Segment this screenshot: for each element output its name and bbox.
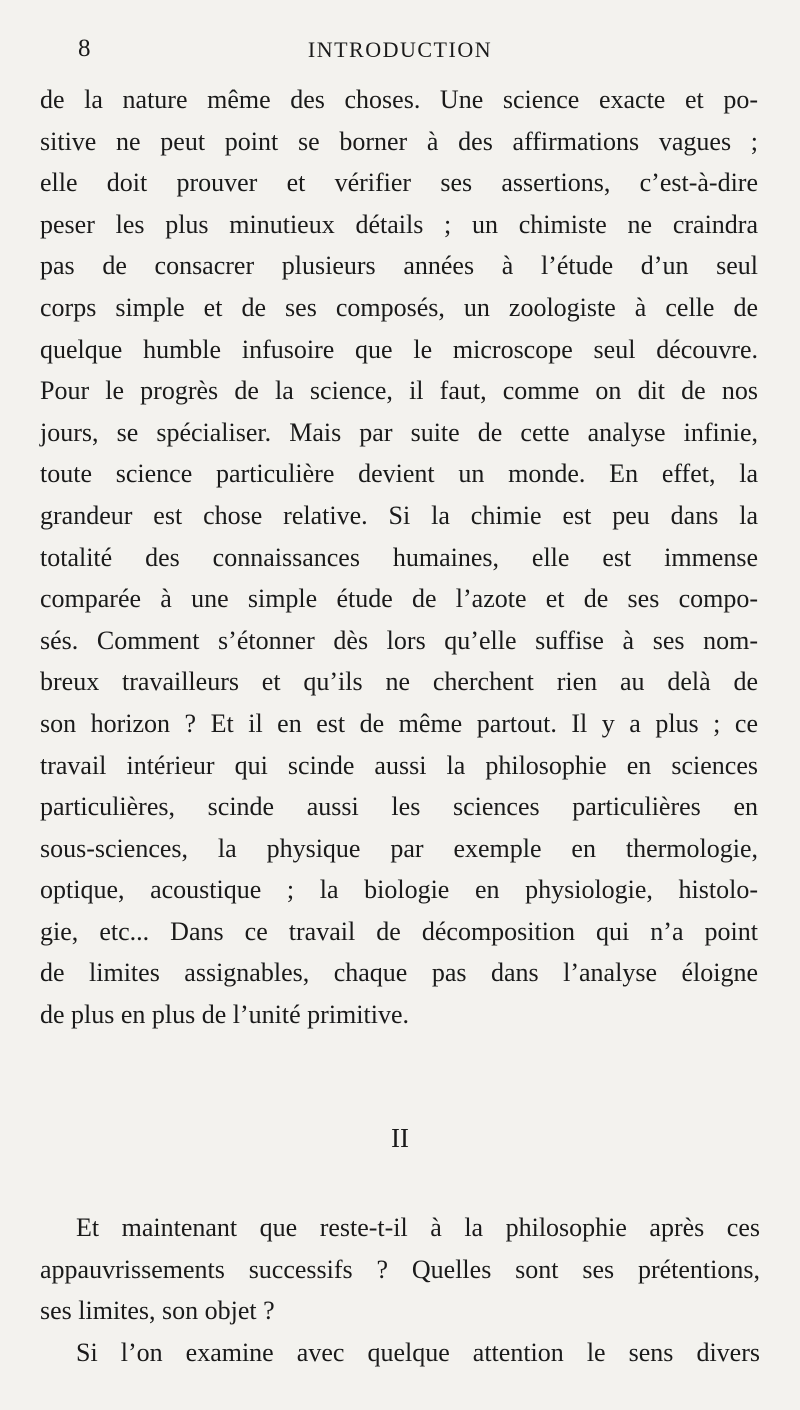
text-line: sitive ne peut point se borner à des affirmations vagues ;	[40, 126, 758, 156]
text-line: sés. Comment s’étonner dès lors qu’elle suffise à ses nom-	[40, 625, 758, 655]
text-line: son horizon ? Et il en est de même partout. Il y a plus ; ce	[40, 708, 758, 738]
text-line: ses limites, son objet ?	[40, 1296, 275, 1326]
text-line: comparée à une simple étude de l’azote et de ses compo-	[40, 584, 758, 614]
text-line: travail intérieur qui scinde aussi la philosophie en sciences	[40, 750, 758, 780]
text-line: peser les plus minutieux détails ; un chimiste ne craindra	[40, 209, 758, 239]
text-line: de limites assignables, chaque pas dans l’analyse éloigne	[40, 958, 758, 988]
text-line: toute science particulière devient un monde. En effet, la	[40, 459, 758, 489]
text-line: breux travailleurs et qu’ils ne cherchent rien au delà de	[40, 667, 758, 697]
text-line: corps simple et de ses composés, un zoologiste à celle de	[40, 292, 758, 322]
text-line: de la nature même des choses. Une science exacte et po-	[40, 85, 758, 114]
page-number: 8	[78, 35, 91, 62]
text-line: gie, etc... Dans ce travail de décomposition qui n’a point	[40, 916, 758, 946]
text-line: Pour le progrès de la science, il faut, comme on dit de nos	[40, 376, 758, 406]
text-line: elle doit prouver et vérifier ses assertions, c’est-à-dire	[40, 168, 758, 198]
paragraph-1	[40, 79, 758, 1036]
text-line: quelque humble infusoire que le microscope seul découvre.	[40, 334, 758, 364]
running-header	[40, 0, 760, 60]
text-line: Si l’on examine avec quelque attention le sens divers	[76, 1337, 760, 1367]
text-line: Et maintenant que reste-t-il à la philosophie après ces	[76, 1213, 760, 1242]
text-line: totalité des connaissances humaines, elle est immense	[40, 542, 758, 572]
text-line: grandeur est chose relative. Si la chimie est peu dans la	[40, 500, 758, 530]
paragraph-2	[40, 1207, 760, 1373]
text-line: sous-sciences, la physique par exemple en thermologie,	[40, 833, 758, 863]
text-line: pas de consacrer plusieurs années à l’étude d’un seul	[40, 251, 758, 281]
text-line: particulières, scinde aussi les sciences particulières en	[40, 792, 758, 822]
text-line: appauvrissements successifs ? Quelles sont ses prétentions,	[40, 1254, 760, 1284]
text-line: jours, se spécialiser. Mais par suite de cette analyse infinie,	[40, 417, 758, 447]
text-line: de plus en plus de l’unité primitive.	[40, 1000, 409, 1030]
text-line: optique, acoustique ; la biologie en physiologie, histolo-	[40, 875, 758, 905]
section-heading: II	[391, 1123, 409, 1153]
running-title: INTRODUCTION	[307, 37, 493, 62]
